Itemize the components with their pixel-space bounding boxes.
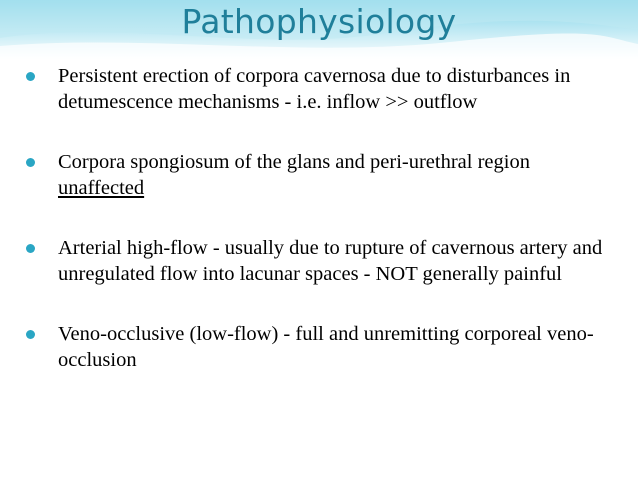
bullet-list bbox=[17, 63, 617, 373]
bullet-dot-icon bbox=[26, 330, 35, 339]
bullet-item bbox=[17, 321, 617, 373]
bullet-text bbox=[58, 151, 530, 199]
bullet-item bbox=[17, 63, 617, 115]
slide-title: Pathophysiology bbox=[181, 2, 457, 41]
text-run: Veno-occlusive (low-flow) - full and unremitting corporeal veno-occlusion bbox=[58, 323, 594, 371]
underlined-text: unaffected bbox=[58, 177, 145, 199]
bullet-dot-icon bbox=[26, 244, 35, 253]
text-run: Corpora spongiosum of the glans and peri-urethral region bbox=[58, 151, 530, 173]
bullet-text bbox=[58, 323, 594, 371]
text-run: Persistent erection of corpora cavernosa due to disturbances in detumescence mechanisms - i.e. inflow >> outflow bbox=[58, 65, 571, 113]
bullet-text bbox=[58, 237, 602, 285]
bullet-item bbox=[17, 235, 617, 287]
text-run: Arterial high-flow - usually due to rupture of cavernous artery and unregulated flow into lacunar spaces - NOT generally painful bbox=[58, 237, 603, 285]
bullet-text bbox=[58, 65, 570, 113]
bullet-dot-icon bbox=[26, 72, 35, 81]
bullet-dot-icon bbox=[26, 158, 35, 167]
bullet-item bbox=[17, 149, 617, 201]
